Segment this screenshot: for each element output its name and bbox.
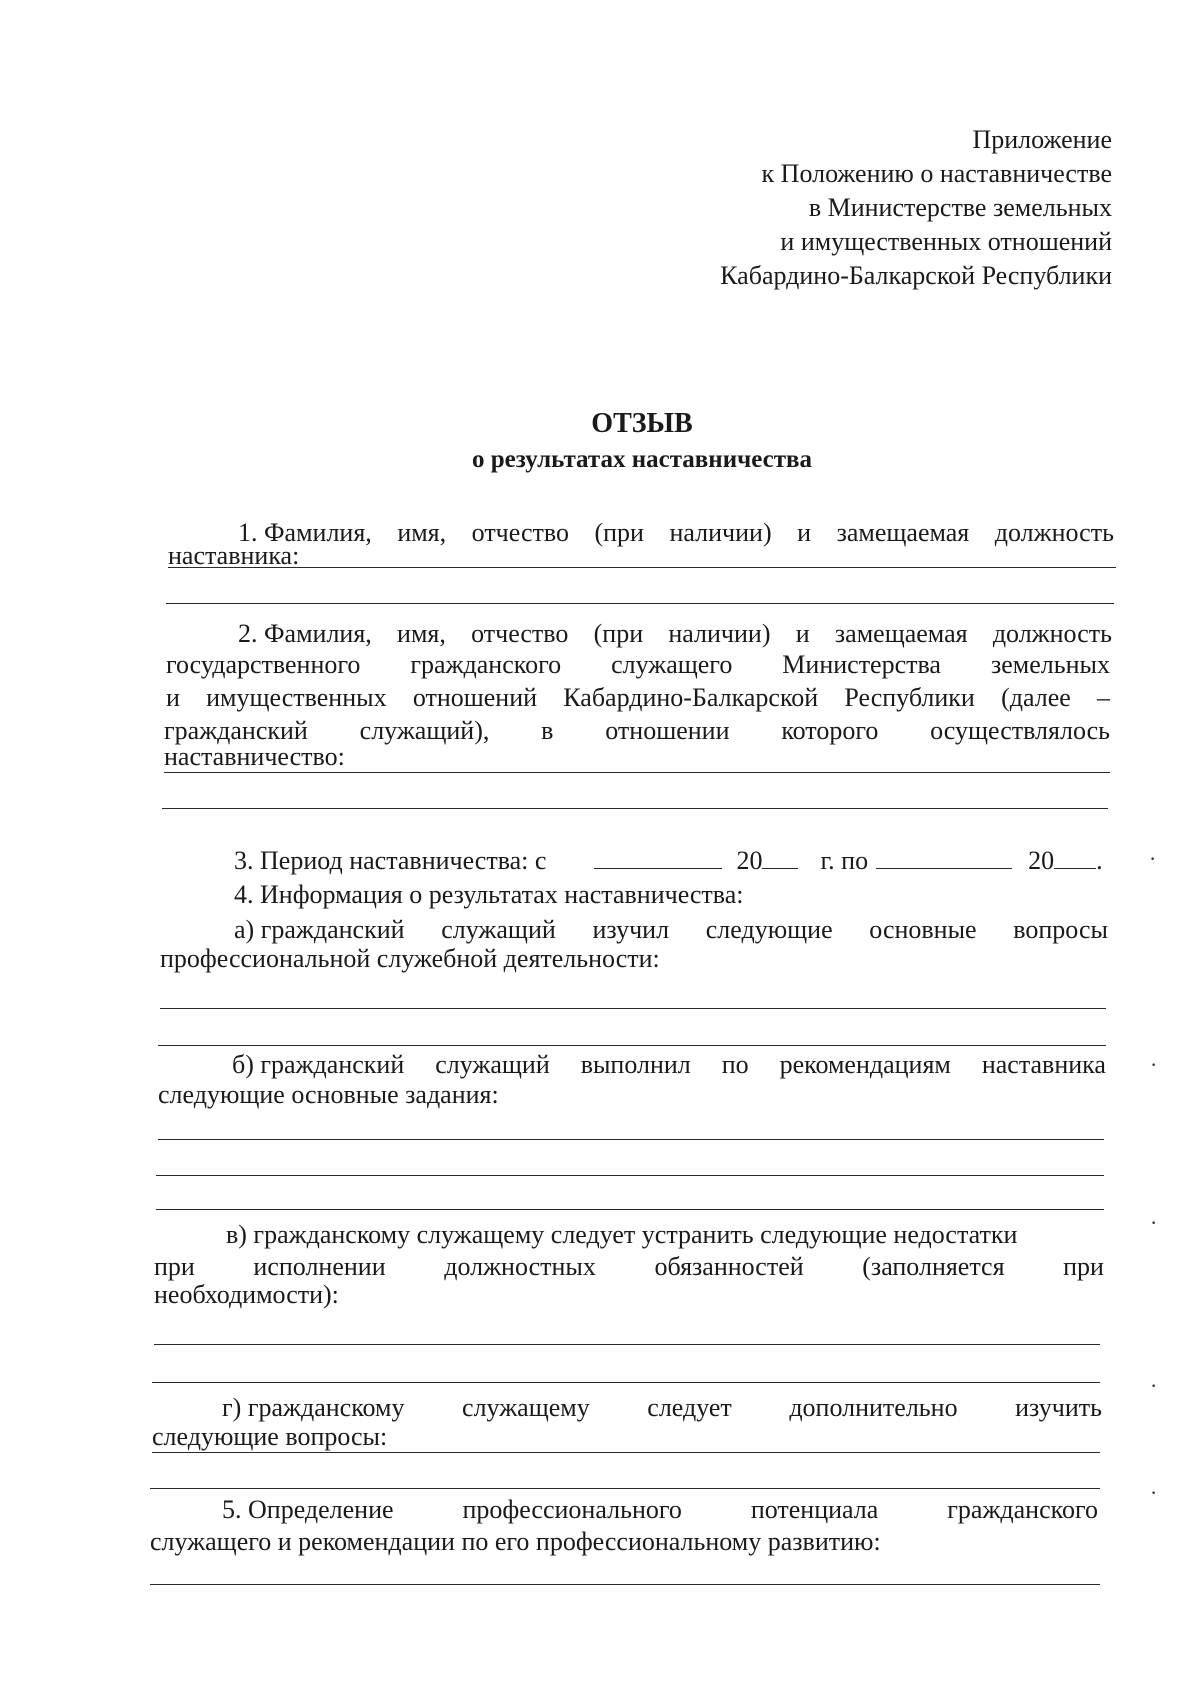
word: отчество [471, 518, 569, 547]
fill-line [156, 1209, 1104, 1210]
scan-speck: · [1150, 1480, 1158, 1505]
word: потенциала [750, 1495, 879, 1524]
scan-speck: · [1150, 1373, 1158, 1398]
item5-line1 [222, 1495, 1098, 1525]
appendix-line: Приложение [972, 125, 1112, 154]
word: должностных [444, 1252, 596, 1281]
word: при [154, 1252, 195, 1281]
word: осуществлялось [930, 716, 1110, 745]
word: и [795, 619, 810, 648]
word: служащий [435, 1050, 550, 1079]
word: должность [992, 619, 1112, 648]
word: Министерства [782, 650, 941, 679]
word: рекомендациям [779, 1050, 951, 1079]
word: (при [593, 619, 644, 648]
word: обязанностей [654, 1252, 804, 1281]
word: замещаемая [836, 518, 970, 547]
fill-line [158, 1045, 1106, 1046]
word: дополнительно [789, 1393, 958, 1422]
word: имущественных [206, 683, 387, 712]
fill-line [150, 1584, 1100, 1585]
word: имя, [397, 518, 447, 547]
word: государственного [166, 650, 361, 679]
word: которого [781, 716, 879, 745]
item4a-line1 [234, 915, 1108, 945]
item4d-line1 [222, 1393, 1102, 1423]
item1-continuation: наставника: [168, 541, 300, 570]
appendix-line: в Министерстве земельных [808, 193, 1112, 222]
fill-line [158, 1139, 1104, 1140]
word: отчество [471, 619, 569, 648]
word: должность [994, 518, 1114, 547]
appendix-line: к Положению о наставничестве [761, 159, 1112, 188]
fill-line [160, 1008, 1106, 1009]
word: наличии) [668, 619, 771, 648]
item1-line1 [238, 518, 1114, 548]
scan-speck: · [1150, 1052, 1158, 1077]
word: по [721, 1050, 749, 1079]
year-blank-to [1054, 846, 1096, 869]
word: 1. Фамилия, [238, 518, 372, 547]
scan-speck: · [1149, 846, 1157, 871]
year-blank-from [762, 846, 798, 869]
fill-line [156, 1175, 1104, 1176]
word: служащий [441, 915, 556, 944]
fill-line [162, 808, 1108, 809]
item4b-line1 [232, 1050, 1106, 1080]
word: служащего [611, 650, 733, 679]
period-line [234, 846, 1103, 876]
appendix-line: Кабардино-Балкарской Республики [720, 261, 1112, 290]
word: служащему [462, 1393, 590, 1422]
fill-line [168, 567, 1116, 568]
item2-line5: наставничество: [164, 742, 345, 771]
item4b-line2: следующие основные задания: [158, 1080, 499, 1109]
year-prefix: 20 [736, 846, 763, 875]
word: б) гражданский [232, 1050, 405, 1079]
word: замещаемая [834, 619, 968, 648]
word: в [541, 716, 554, 745]
item5-line2: служащего и рекомендации по его профессиональному развитию: [150, 1527, 881, 1556]
word: 5. Определение [222, 1495, 394, 1524]
year-prefix: 20 [1028, 846, 1055, 875]
period-end: . [1096, 846, 1103, 875]
fill-line [152, 1452, 1100, 1453]
appendix-header [720, 123, 1112, 293]
item4c-line1: в) гражданскому служащему следует устранить следующие недостатки [226, 1220, 1018, 1249]
word: (заполняется [862, 1252, 1005, 1281]
item4a-line2: профессиональной служебной деятельности: [160, 944, 660, 973]
word: гражданский [164, 716, 308, 745]
word: наличии) [669, 518, 772, 547]
word: (при [594, 518, 644, 547]
word: Кабардино-Балкарской [563, 683, 819, 712]
document-subtitle: о результатах наставничества [472, 446, 812, 473]
word: вопросы [1013, 915, 1108, 944]
word: следующие [705, 915, 833, 944]
item2-line2 [166, 650, 1110, 680]
word: выполнил [580, 1050, 691, 1079]
fill-line [150, 1488, 1100, 1489]
word: наставника [981, 1050, 1106, 1079]
word: и [797, 518, 812, 547]
word: профессионального [462, 1495, 682, 1524]
word: изучить [1015, 1393, 1102, 1422]
item4c-line3: необходимости): [154, 1280, 339, 1309]
item2-line3 [166, 683, 1110, 713]
word: исполнении [253, 1252, 386, 1281]
date-blank-from [594, 846, 722, 869]
fill-line [152, 1382, 1100, 1383]
word: имя, [397, 619, 446, 648]
word: гражданского [947, 1495, 1098, 1524]
item4-label: 4. Информация о результатах наставничества: [234, 880, 744, 909]
word: гражданского [410, 650, 562, 679]
item4c-line2 [154, 1252, 1104, 1282]
document-title: ОТЗЫВ [591, 408, 693, 439]
fill-line [154, 1344, 1100, 1345]
word: земельных [990, 650, 1110, 679]
word: Республики [844, 683, 975, 712]
word: изучил [592, 915, 670, 944]
word: служащий), [359, 716, 490, 745]
word: а) гражданский [234, 915, 405, 944]
word: 2. Фамилия, [238, 619, 372, 648]
word: и [166, 683, 180, 712]
period-label: 3. Период наставничества: с [234, 846, 547, 875]
scan-speck: · [1150, 1210, 1158, 1235]
item4d-line2: следующие вопросы: [152, 1422, 388, 1451]
word: г) гражданскому [222, 1393, 405, 1422]
word: (далее [1001, 683, 1071, 712]
word: следует [647, 1393, 732, 1422]
word: отношении [605, 716, 730, 745]
word: отношений [412, 683, 538, 712]
fill-line [166, 603, 1114, 604]
date-blank-to [876, 846, 1012, 869]
word: при [1063, 1252, 1104, 1281]
word: основные [869, 915, 977, 944]
period-to-label: г. по [820, 846, 869, 875]
fill-line [164, 772, 1110, 773]
word: – [1097, 683, 1110, 712]
appendix-line: и имущественных отношений [780, 227, 1112, 256]
item2-line1 [238, 619, 1112, 649]
